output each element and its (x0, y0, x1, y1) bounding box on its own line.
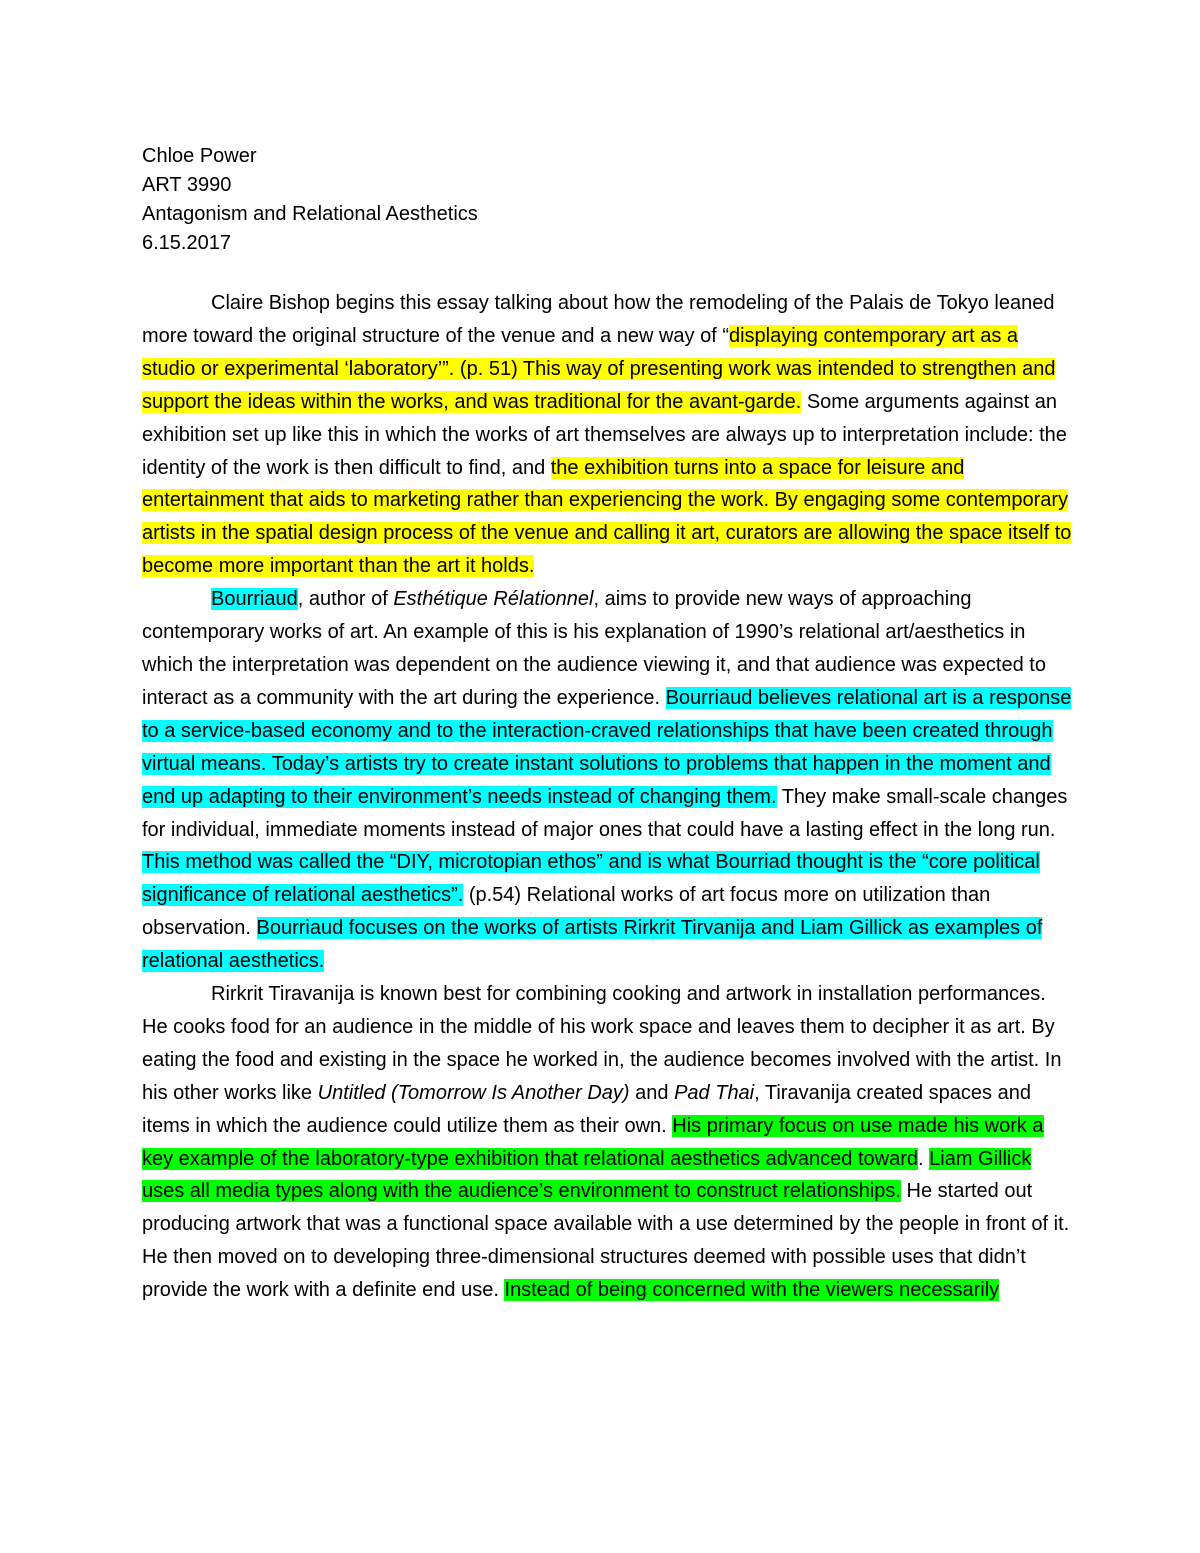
artwork-title-italic: Pad Thai (674, 1081, 755, 1104)
highlight-green: His primary focus on use made his work a key example of the laboratory-type exhibition that relational aesthetics advanced toward (142, 1114, 1044, 1170)
book-title-italic: Esthétique Rélationnel (393, 588, 594, 611)
blank-line (142, 258, 1072, 287)
paragraph-3-text: . (918, 1147, 930, 1170)
essay-date: 6.15.2017 (142, 232, 231, 254)
paragraph-3-text: He started out producing artwork that was a functional space available with a use determined by the people in front of it. He then moved on to developing three-dimensional structures deemed with possible uses that didn’t provide the work with a definite end use. (142, 1180, 1070, 1302)
highlight-cyan: Bourriaud (211, 588, 298, 611)
paragraph-3 (142, 978, 1072, 1307)
paragraph-2-text: They make small-scale changes for individual, immediate moments instead of major ones that could have a lasting effect in the long run. (142, 785, 1068, 841)
paragraph-2-text: (p.54) Relational works of art focus more on utilization than observation. (142, 884, 991, 940)
paragraph-3-text: , Tiravanija created spaces and items in which the audience could utilize them as their own. (142, 1081, 1031, 1137)
paragraph-3-text: Rirkrit Tiravanija is known best for combining cooking and artwork in installation performances. He cooks food for an audience in the middle of his work space and leaves them to decipher it as art. By eating the food and existing in the space he worked in, the audience becomes involved with the artist. In his other works like (142, 983, 1062, 1104)
essay-title: Antagonism and Relational Aesthetics (142, 203, 478, 225)
highlight-yellow: the exhibition turns into a space for leisure and entertainment that aids to marketing rather than experiencing the work. By engaging some contemporary artists in the spatial design process of the venue and calling it art, curators are allowing the space itself to become more important than the art it holds. (142, 456, 1072, 578)
paragraph-2-text: , author of (297, 588, 394, 611)
author-name: Chloe Power (142, 145, 257, 167)
artwork-title-italic: Untitled (Tomorrow Is Another Day) (317, 1081, 630, 1104)
highlight-cyan: Bourriaud focuses on the works of artists Rirkrit Tirvanija and Liam Gillick as examples of relational aesthetics. (142, 917, 1043, 973)
paragraph-1-text: Claire Bishop begins this essay talking about how the remodeling of the Palais de Tokyo leaned more toward the original structure of the venue and a new way of “ (142, 292, 1055, 347)
highlight-green: Instead of being concerned with the viewers necessarily (504, 1279, 1000, 1302)
paragraph-2 (142, 583, 1072, 978)
course-number: ART 3990 (142, 174, 232, 196)
highlight-cyan: This method was called the “DIY, microtopian ethos” and is what Bourriad thought is the “core political significance of relational aesthetics”. (142, 851, 1040, 907)
paragraph-2-text: , aims to provide new ways of approaching contemporary works of art. An example of this is his explanation of 1990’s relational art/aesthetics in which the interpretation was dependent on the audience viewing it, and that audience was expected to interact as a community with the art during the experience. (142, 588, 1046, 709)
paragraph-1-text: Some arguments against an exhibition set up like this in which the works of art themselves are always up to interpretation include: the identity of the work is then difficult to find, and (142, 390, 1067, 479)
paragraph-1 (142, 287, 1072, 583)
highlight-cyan: Bourriaud believes relational art is a response to a service-based economy and to the interaction-craved relationships that have been created through virtual means. Today’s artists try to create instant solutions to problems that happen in the moment and end up adapting to their environment’s needs instead of changing them. (142, 686, 1072, 808)
highlight-green: Liam Gillick uses all media types along with the audience’s environment to construct relationships. (142, 1147, 1032, 1203)
document-body (142, 142, 1072, 1307)
highlight-yellow: displaying contemporary art as a studio or experimental ‘laboratory’”. (p. 51) This way of presenting work was intended to strengthen and support the ideas within the works, and was traditional for the avant-garde. (142, 324, 1056, 413)
paragraph-3-text: and (629, 1081, 675, 1104)
